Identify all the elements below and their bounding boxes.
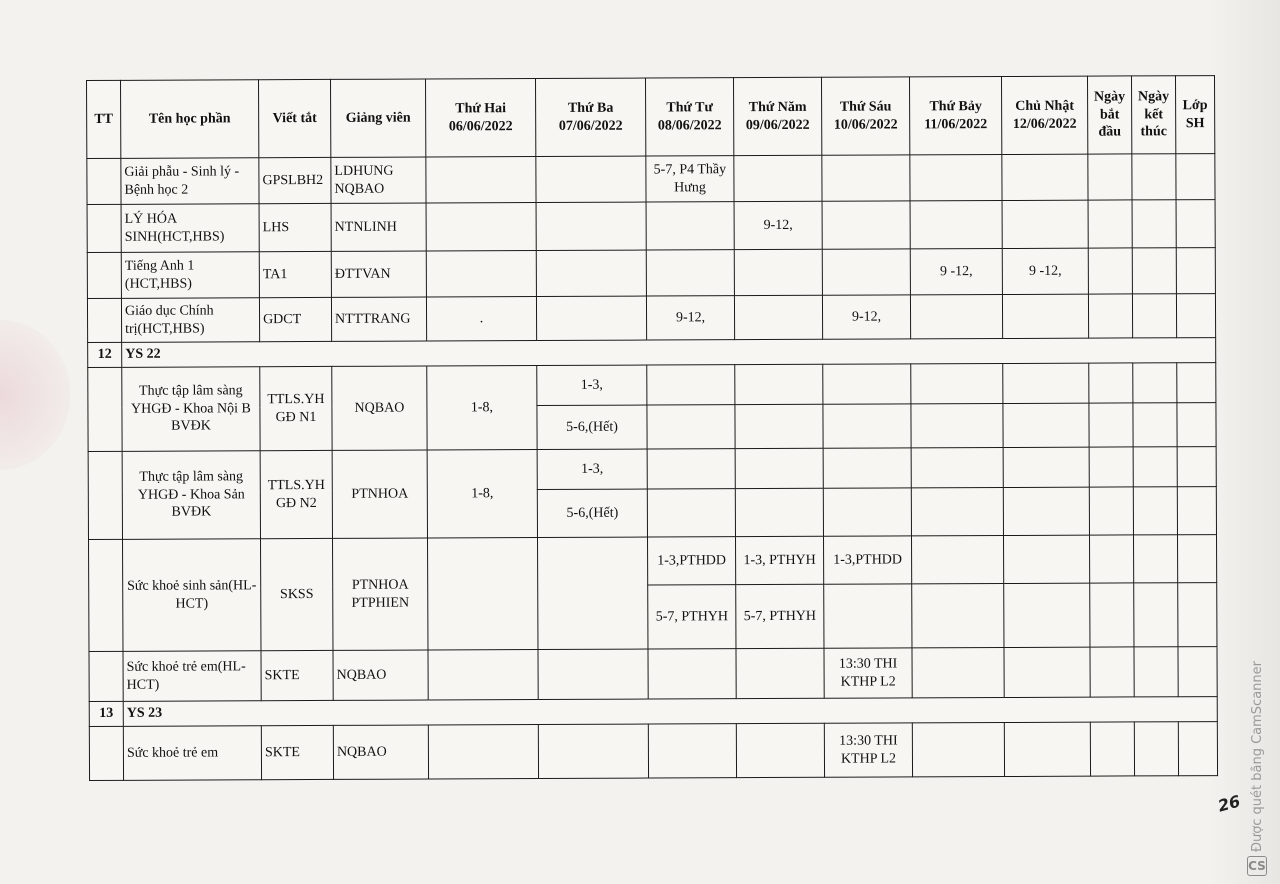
red-stamp-mark (0, 320, 70, 470)
lecturer: NTNLINH (331, 203, 426, 251)
cell-fri: 1-3,PTHDD (823, 536, 911, 584)
lecturer: NQBAO (332, 366, 427, 450)
table-row (89, 722, 1217, 781)
header-day-thu: Thứ Năm 09/06/2022 (733, 77, 821, 155)
cell-wed: 9-12, (646, 296, 734, 340)
header-day-tue: Thứ Ba 07/06/2022 (535, 78, 645, 156)
header-tt: TT (87, 80, 121, 158)
course-name: LÝ HÓA SINH(HCT,HBS) (121, 204, 259, 253)
header-day-sun: Chủ Nhật 12/06/2022 (1001, 76, 1087, 154)
section-name: YS 22 (122, 338, 1216, 368)
cell-wed: 1-3,PTHDD (647, 537, 735, 585)
cell-thu: 1-3, PTHYH (735, 536, 823, 584)
lecturer: LDHUNG NQBAO (331, 157, 426, 203)
handwritten-page-number: 26 (1215, 791, 1243, 816)
lecturer: PTNHOA PTPHIEN (333, 538, 428, 650)
section-name: YS 23 (123, 697, 1217, 727)
course-name: Thực tập lâm sàng YHGĐ - Khoa Sản BVĐK (122, 451, 260, 540)
table-row (88, 447, 1216, 492)
cell-fri: 13:30 THI KTHP L2 (824, 648, 912, 698)
header-day-sat: Thứ Bảy 11/06/2022 (909, 77, 1001, 155)
lecturer: NTTTRANG (331, 297, 426, 341)
course-name: Giáo dục Chính trị(HCT,HBS) (121, 298, 259, 343)
course-name: Sức khoẻ trẻ em (123, 726, 261, 781)
course-abbr: GPSLBH2 (259, 157, 331, 203)
header-lecturer: Giảng viên (330, 79, 425, 157)
header-row (87, 76, 1215, 159)
course-name: Sức khoẻ trẻ em(HL-HCT) (123, 651, 261, 702)
header-day-mon: Thứ Hai 06/06/2022 (425, 79, 535, 157)
cell-thu: 5-7, PTHYH (736, 584, 824, 648)
cell-wed: 5-7, PTHYH (648, 585, 736, 649)
cell-mon: . (426, 297, 536, 341)
header-course: Tên học phần (121, 80, 259, 159)
course-abbr: TA1 (259, 251, 331, 297)
course-abbr: TTLS.YH GĐ N1 (260, 366, 332, 450)
section-number: 12 (88, 342, 122, 367)
table-row (89, 647, 1217, 702)
course-name: Tiếng Anh 1 (HCT,HBS) (121, 252, 259, 299)
cell-mon: 1-8, (427, 366, 537, 450)
cell-tue: 1-3, (537, 365, 647, 405)
course-abbr: GDCT (259, 297, 331, 341)
header-day-wed: Thứ Tư 08/06/2022 (645, 78, 733, 156)
header-abbr: Viết tắt (259, 79, 331, 157)
cell-tue: 5-6,(Hết) (537, 405, 647, 449)
lecturer: ĐTTVAN (331, 251, 426, 297)
course-name: Sức khoẻ sinh sản(HL-HCT) (123, 539, 261, 652)
lecturer: NQBAO (333, 650, 428, 700)
cell-fri: 9-12, (822, 295, 910, 339)
cell-sat: 9 -12, (910, 249, 1002, 295)
cell-wed: 5-7, P4 Thầy Hưng (646, 156, 734, 202)
camscanner-watermark (1242, 626, 1272, 876)
course-abbr: SKTE (261, 725, 333, 779)
camscanner-text: Được quét bằng CamScanner (1249, 660, 1265, 852)
course-abbr: SKTE (261, 650, 333, 700)
cell-thu: 9-12, (734, 201, 822, 249)
lecturer: PTNHOA (332, 450, 427, 538)
cell-sun: 9 -12, (1002, 248, 1088, 294)
course-abbr: SKSS (261, 538, 333, 650)
table-row (88, 363, 1216, 408)
lecturer: NQBAO (333, 725, 428, 779)
header-class: Lớp SH (1175, 76, 1214, 154)
table-row (89, 535, 1217, 588)
table-row (87, 154, 1215, 205)
cell-tue: 5-6,(Hết) (537, 489, 647, 537)
course-abbr: TTLS.YH GĐ N2 (260, 450, 332, 538)
cell-fri: 13:30 THI KTHP L2 (824, 723, 912, 777)
course-abbr: LHS (259, 203, 331, 251)
header-day-fri: Thứ Sáu 10/06/2022 (821, 77, 909, 155)
schedule-table (86, 75, 1218, 781)
cell-tue: 1-3, (537, 449, 647, 489)
camscanner-logo-icon: CS (1247, 856, 1267, 876)
course-name: Giải phẫu - Sinh lý - Bệnh học 2 (121, 158, 259, 205)
header-end-date: Ngày kết thúc (1131, 76, 1175, 154)
table-row (87, 294, 1215, 343)
cell-mon: 1-8, (427, 450, 537, 538)
table-row (87, 200, 1215, 253)
section-number: 13 (89, 701, 123, 726)
header-start-date: Ngày bắt đầu (1087, 76, 1131, 154)
course-name: Thực tập lâm sàng YHGĐ - Khoa Nội B BVĐK (122, 367, 260, 452)
table-row (87, 248, 1215, 299)
